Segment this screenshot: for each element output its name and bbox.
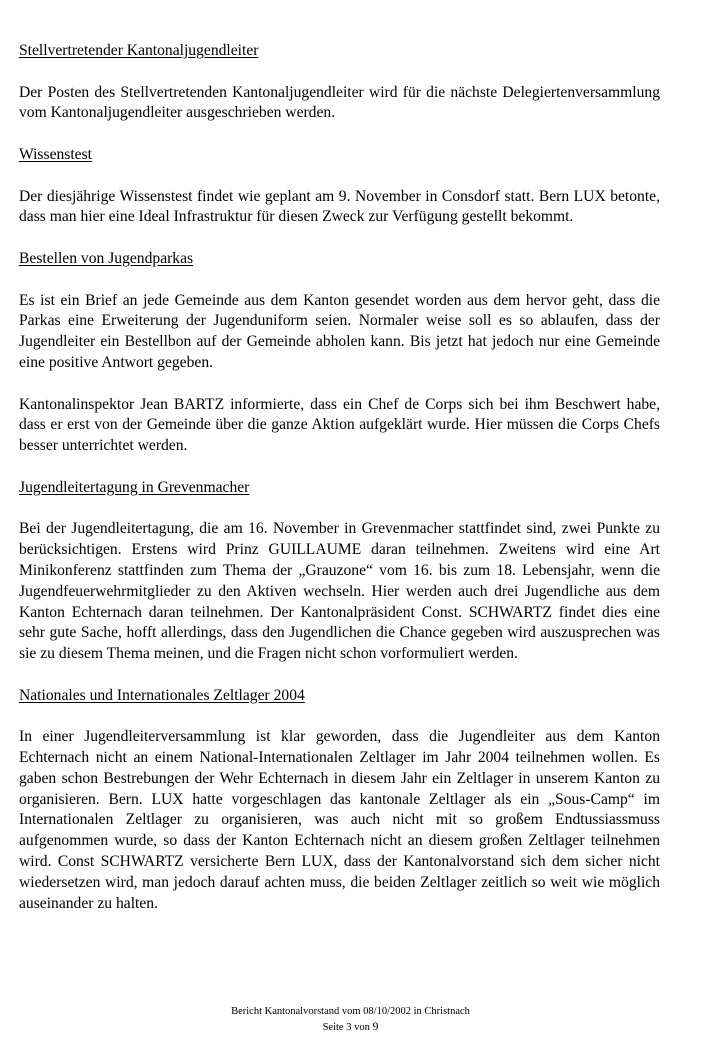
footer-page-number xyxy=(0,1019,701,1035)
section-youth-leader-meeting xyxy=(19,478,660,665)
document-body xyxy=(19,41,660,935)
section-paragraph: Der diesjährige Wissenstest findet wie geplant am 9. November in Consdorf statt. Bern LUX betonte, dass man hier eine Ideal Infrastruktur für diesen Zweck zur Verfügung gestellt bekommt. xyxy=(19,187,660,226)
section-paragraph: Es ist ein Brief an jede Gemeinde aus dem Kanton gesendet worden aus dem hervor geht, dass die Parkas eine Erweiterung der Jugenduniform seien. Normaler weise soll es so ablaufen, dass der Jugendleiter ein Bestellbon auf der Gemeinde abholen kann. Bis jetzt hat jedoch nur eine Gemeinde eine positive Antwort gegeben. xyxy=(19,291,660,371)
page-total: 9 xyxy=(372,1019,379,1033)
section-youth-parkas xyxy=(19,249,660,457)
page-footer xyxy=(0,1005,701,1035)
section-paragraph: Bei der Jugendleitertagung, die am 16. November in Grevenmacher stattfindet sind, zwei Punkte zu berücksichtigen. Erstens wird Prinz GUILLAUME daran teilnehmen. Zweitens wird eine Art Minikonferenz stattfinden zum Thema der „Grauzone“ vom 16. bis zum 18. Lebensjahr, wenn die Jugendfeuerwehrmitglieder zu den Aktiven wechseln. Hier werden auch drei Jugendliche aus dem Kanton Echternach daran teilnehmen. Der Kantonalpräsident Const. SCHWARTZ findet dies eine sehr gute Sache, hofft allerdings, dass den Jugendlichen die Chance gegeben wird auszusprechen was sie zu diesem Thema meinen, und die Fragen nicht schon vorformuliert werden. xyxy=(19,520,660,663)
page-label: Seite xyxy=(322,1022,344,1033)
section-heading: Nationales und Internationales Zeltlager 2004 xyxy=(19,686,305,704)
footer-report-line: Bericht Kantonalvorstand vom 08/10/2002 in Christnach xyxy=(231,1006,470,1017)
section-heading: Stellvertretender Kantonaljugendleiter xyxy=(19,42,259,59)
section-knowledge-test xyxy=(19,145,660,228)
section-paragraph: In einer Jugendleiterversammlung ist klar geworden, dass die Jugendleiter aus dem Kanton Echternach nicht an einem National-Internationalen Zeltlager im Jahr 2004 teilnehmen wollen. Es gaben schon Bestrebungen der Wehr Echternach in diesem Jahr ein Zeltlager in unserem Kanton zu organisieren. Bern. LUX hatte vorgeschlagen das kantonale Zeltlager als ein „Sous-Camp“ im Internationalen Zeltlager zu organisieren, was auch nicht mit so großem Endtussiassmuss aufgenommen wurde, so dass der Kanton Echternach nicht an diesem großen Zeltlager teilnehmen wird. Const SCHWARTZ versicherte Bern LUX, dass der Kantonalvorstand sich dem sicher nicht wiedersetzen wird, man jedoch darauf achten muss, die beiden Zeltlager zeitlich so weit wie möglich auseinander zu halten. xyxy=(19,728,660,912)
page-of: von xyxy=(354,1022,370,1033)
section-paragraph: Kantonalinspektor Jean BARTZ informierte, dass ein Chef de Corps sich bei ihm Beschwert habe, dass er erst von der Gemeinde über die ganze Aktion aufgeklärt wurde. Hier müssen die Corps Chefs besser unterrichtet werden. xyxy=(19,395,660,455)
section-heading: Bestellen von Jugendparkas xyxy=(19,249,194,267)
page-current: 3 xyxy=(346,1022,352,1033)
section-paragraph: Der Posten des Stellvertretenden Kantonaljugendleiter wird für die nächste Delegiertenversammlung vom Kantonaljugendleiter ausgeschrieben werden. xyxy=(19,83,660,122)
section-camp-2004 xyxy=(19,686,660,915)
section-heading: Wissenstest xyxy=(19,145,93,163)
section-heading: Jugendleitertagung in Grevenmacher xyxy=(19,478,250,496)
section-deputy-leader xyxy=(19,41,660,124)
